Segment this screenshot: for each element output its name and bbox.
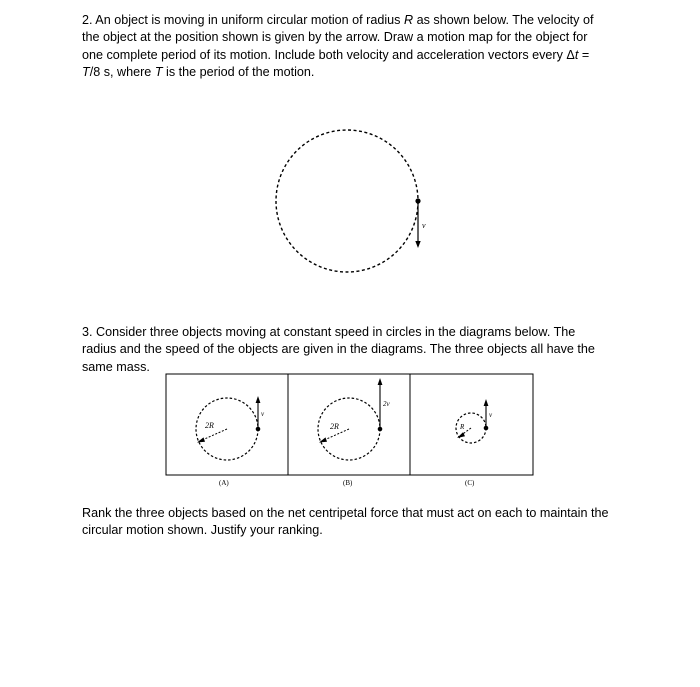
q3-diagram-panels: [166, 374, 533, 487]
rank-line-2: circular motion shown. Justify your ranking.: [82, 523, 323, 538]
panel-b-speed-label: 2v: [383, 400, 390, 408]
question-3-text: [82, 324, 630, 376]
panel-b-radius-label: 2R: [330, 422, 339, 431]
panel-c-radius-label: R: [460, 423, 465, 431]
q2-circular-path: [276, 130, 418, 272]
q2-line-2: the object at the position shown is given by the arrow. Draw a motion map for the object for: [82, 30, 588, 45]
panel-b-caption: (B): [343, 479, 353, 487]
q2-line-4: T/8 s, where T is the period of the motion.: [82, 65, 315, 80]
q3-line-1: 3. Consider three objects moving at constant speed in circles in the diagrams below. The: [82, 325, 576, 339]
panel-a-speed-label: v: [261, 410, 265, 418]
q3-panel-b: [318, 378, 391, 487]
panel-c-caption: (C): [465, 479, 475, 487]
q3-line-2: radius and the speed of the objects are given in the diagrams. The three objects all have the: [82, 342, 595, 357]
panel-c-speed-label: v: [489, 411, 493, 419]
q3-panel-c: [456, 399, 493, 487]
q2-circle-diagram: [276, 130, 426, 272]
q2-line-1: 2. An object is moving in uniform circular motion of radius R as shown below. The velocity of: [82, 13, 594, 27]
panel-a-radius-label: 2R: [205, 421, 214, 430]
panel-c-velocity-arrowhead: [484, 399, 489, 406]
q2-velocity-arrowhead: [415, 241, 420, 248]
q2-velocity-label: v: [422, 221, 426, 230]
panel-b-velocity-arrowhead: [378, 378, 383, 385]
ranking-prompt: [82, 505, 630, 540]
panel-a-velocity-arrowhead: [256, 396, 261, 403]
q3-line-3: same mass.: [82, 359, 150, 374]
panel-a-caption: (A): [219, 479, 229, 487]
q2-line-3: one complete period of its motion. Include both velocity and acceleration vectors every Δt =: [82, 47, 590, 62]
rank-line-1: Rank the three objects based on the net centripetal force that must act on each to maintain the: [82, 506, 609, 520]
q3-panel-a: [196, 396, 265, 487]
